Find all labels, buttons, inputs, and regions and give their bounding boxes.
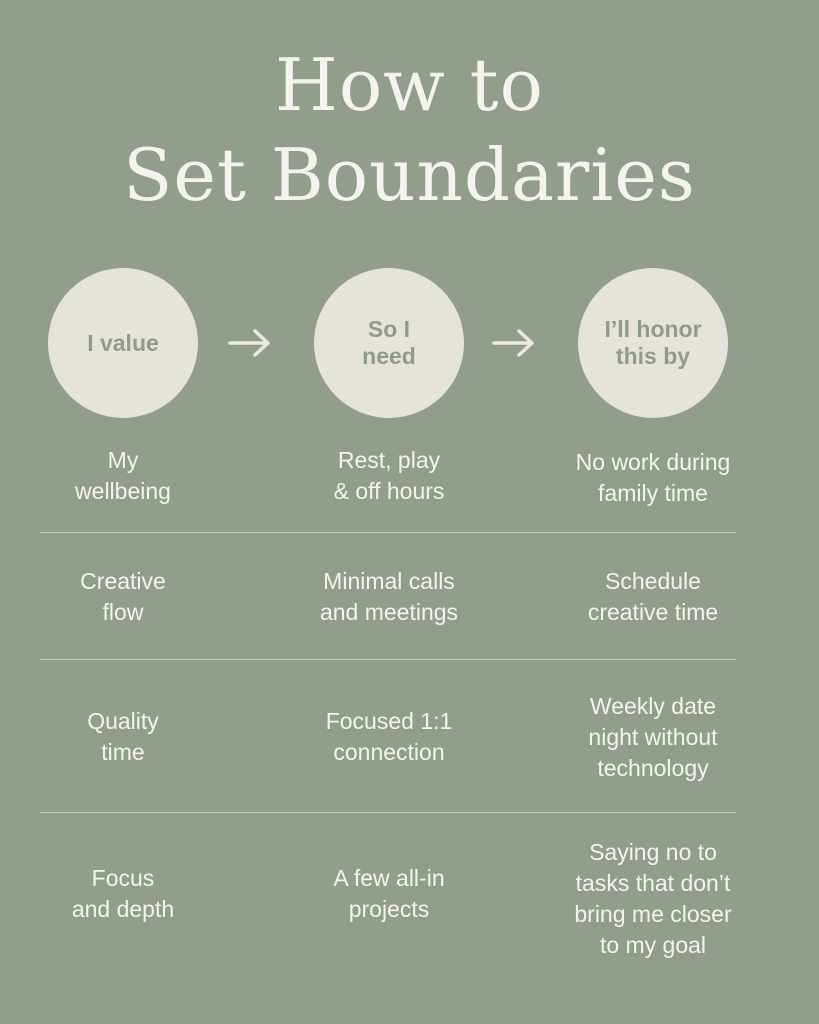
row-2-need: Minimal calls and meetings bbox=[319, 568, 459, 625]
arrow-right-icon bbox=[228, 328, 272, 358]
row-2-honor: Schedule creative time bbox=[587, 568, 719, 625]
header-label-honor: I’ll honor this by bbox=[604, 316, 702, 369]
row-divider bbox=[40, 812, 736, 813]
row-3-value: Quality time bbox=[87, 708, 159, 765]
row-1-need: Rest, play & off hours bbox=[333, 447, 445, 504]
header-label-so-i-need: So I need bbox=[362, 316, 416, 369]
row-3-need: Focused 1:1 connection bbox=[325, 708, 453, 765]
row-divider bbox=[40, 532, 736, 533]
row-4-honor: Saying no to tasks that don’t bring me closer to my goal bbox=[574, 839, 732, 958]
arrow-right-icon bbox=[492, 328, 536, 358]
row-divider bbox=[40, 659, 736, 660]
header-label-i-value: I value bbox=[87, 329, 159, 356]
title-line-2: Set Boundaries bbox=[123, 133, 696, 217]
row-2-value: Creative flow bbox=[80, 568, 166, 625]
row-1-honor: No work during family time bbox=[575, 449, 731, 506]
row-1-value: My wellbeing bbox=[75, 447, 171, 504]
title-line-1: How to bbox=[275, 43, 544, 127]
header-circle-honor bbox=[578, 268, 728, 418]
header-circle-i-value bbox=[48, 268, 198, 418]
row-4-need: A few all-in projects bbox=[333, 865, 445, 922]
header-circle-so-i-need bbox=[314, 268, 464, 418]
row-4-value: Focus and depth bbox=[71, 865, 175, 922]
row-3-honor: Weekly date night without technology bbox=[588, 693, 718, 781]
page-title bbox=[0, 40, 819, 220]
